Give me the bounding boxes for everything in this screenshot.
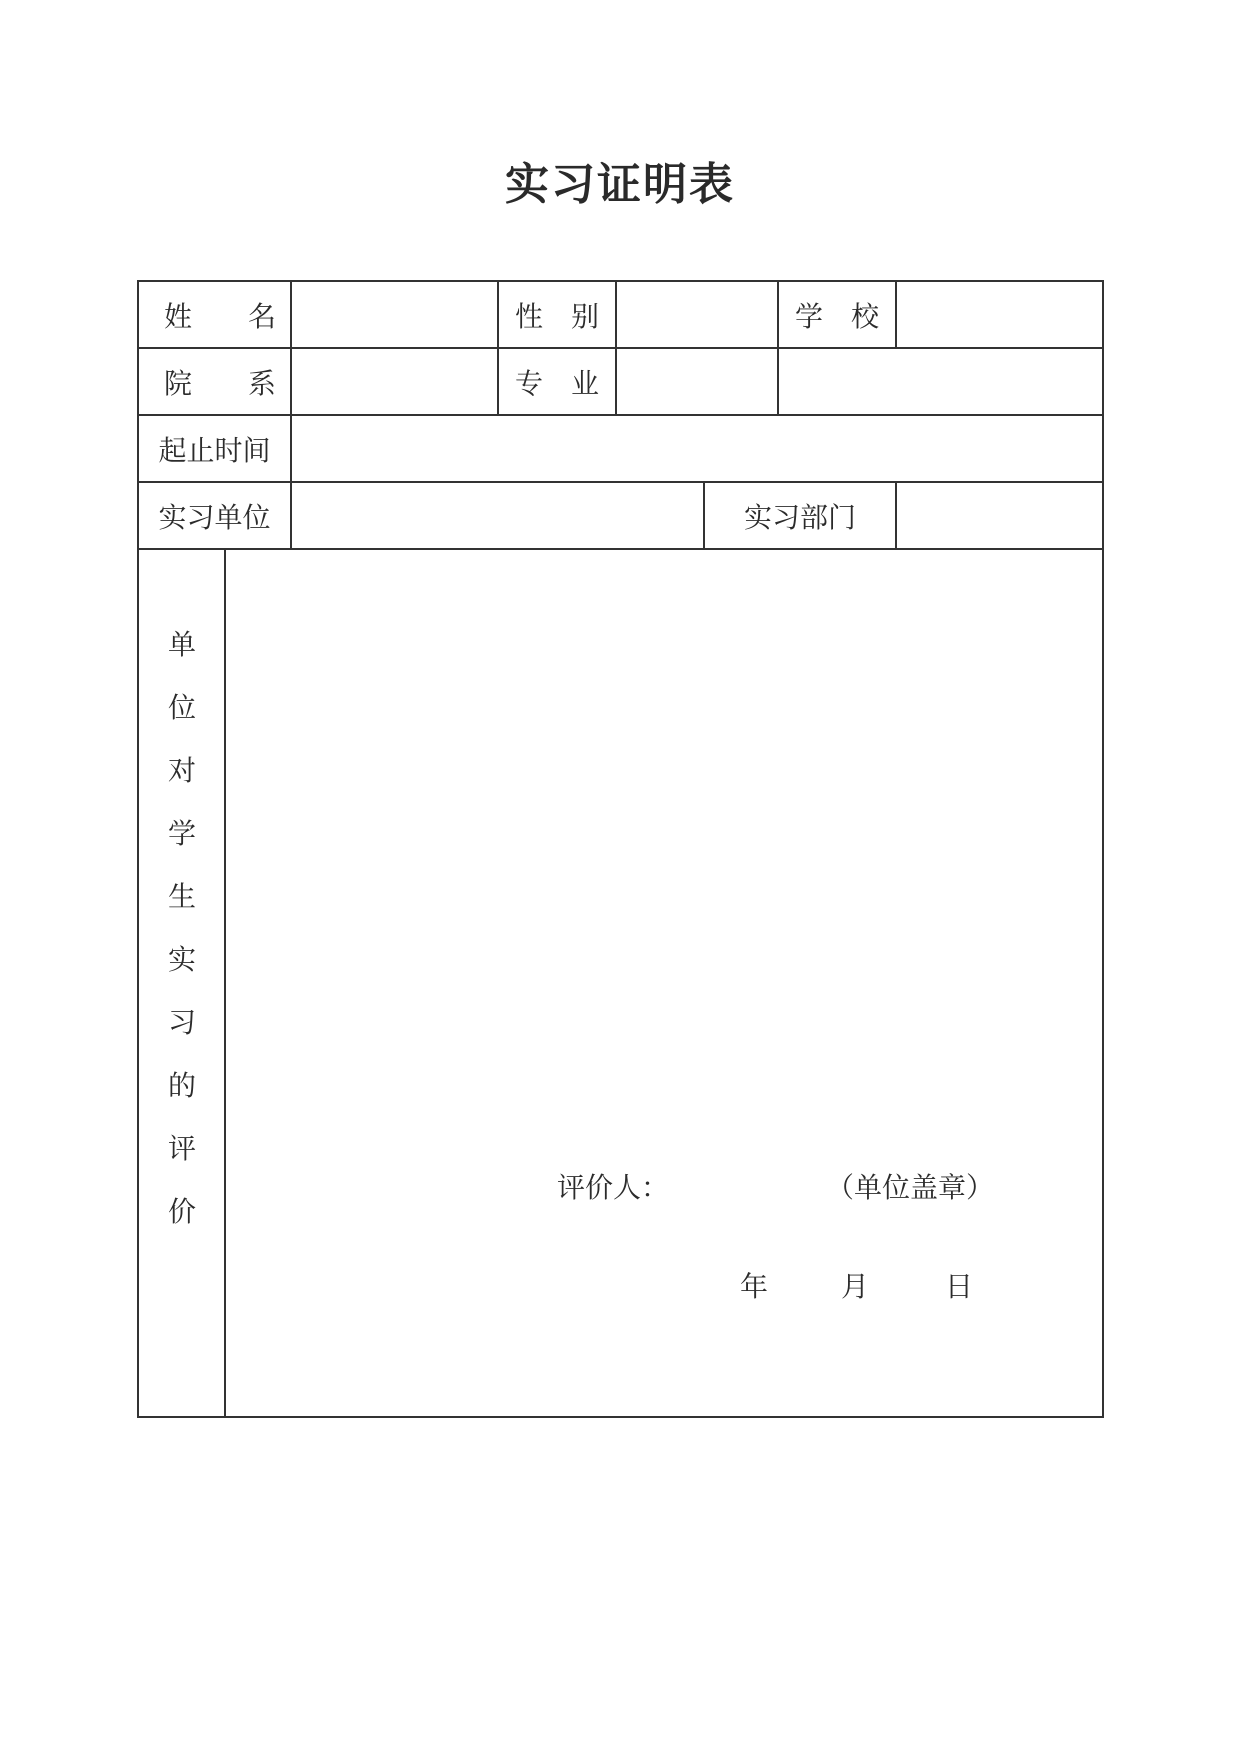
section-label-text: 实习部门 [743, 500, 856, 534]
major-label-text: 专 业 [514, 366, 599, 400]
evaluation-label-char: 学 [167, 817, 196, 850]
major-extra-field[interactable] [779, 349, 1102, 414]
evaluation-label-char: 生 [167, 880, 196, 913]
gender-label-text: 性 别 [514, 299, 599, 333]
evaluation-label [138, 625, 226, 1255]
name-label-text: 姓 名 [164, 299, 277, 333]
name-label [164, 282, 277, 347]
department-label [164, 349, 277, 414]
period-label [139, 416, 290, 481]
department-field[interactable] [292, 349, 497, 414]
school-label-text: 学 校 [794, 299, 879, 333]
table-border-right [1102, 280, 1104, 1418]
gender-label [499, 282, 615, 347]
evaluation-label-char: 习 [167, 1006, 196, 1039]
evaluation-label-char: 单 [167, 628, 196, 661]
evaluation-label-char: 对 [167, 754, 196, 787]
period-field[interactable] [292, 416, 1102, 481]
seal-label: （单位盖章） [826, 1171, 995, 1204]
evaluation-label-char: 价 [167, 1195, 196, 1228]
evaluator-field[interactable] [665, 1166, 825, 1204]
school-label [779, 282, 895, 347]
evaluation-label-char: 位 [167, 691, 196, 724]
date-year-label: 年 [740, 1270, 769, 1303]
evaluation-label-char: 评 [167, 1132, 196, 1165]
unit-label [139, 483, 290, 548]
unit-label-text: 实习单位 [158, 500, 271, 534]
evaluation-label-char: 的 [167, 1069, 196, 1102]
section-field[interactable] [897, 483, 1102, 548]
table-border-bottom [137, 1416, 1104, 1418]
period-label-text: 起止时间 [158, 433, 271, 467]
name-field[interactable] [292, 282, 497, 347]
evaluation-field[interactable] [226, 550, 1102, 1170]
major-field[interactable] [617, 349, 777, 414]
unit-field[interactable] [292, 483, 703, 548]
section-label [705, 483, 895, 548]
evaluation-label-char: 实 [167, 943, 196, 976]
major-label [499, 349, 615, 414]
school-field[interactable] [897, 282, 1102, 347]
date-day-label: 日 [945, 1270, 974, 1303]
evaluator-label: 评价人： [557, 1171, 670, 1204]
gender-field[interactable] [617, 282, 777, 347]
department-label-text: 院 系 [164, 366, 277, 400]
date-month-label: 月 [841, 1270, 870, 1303]
page-title: 实习证明表 [505, 159, 735, 210]
